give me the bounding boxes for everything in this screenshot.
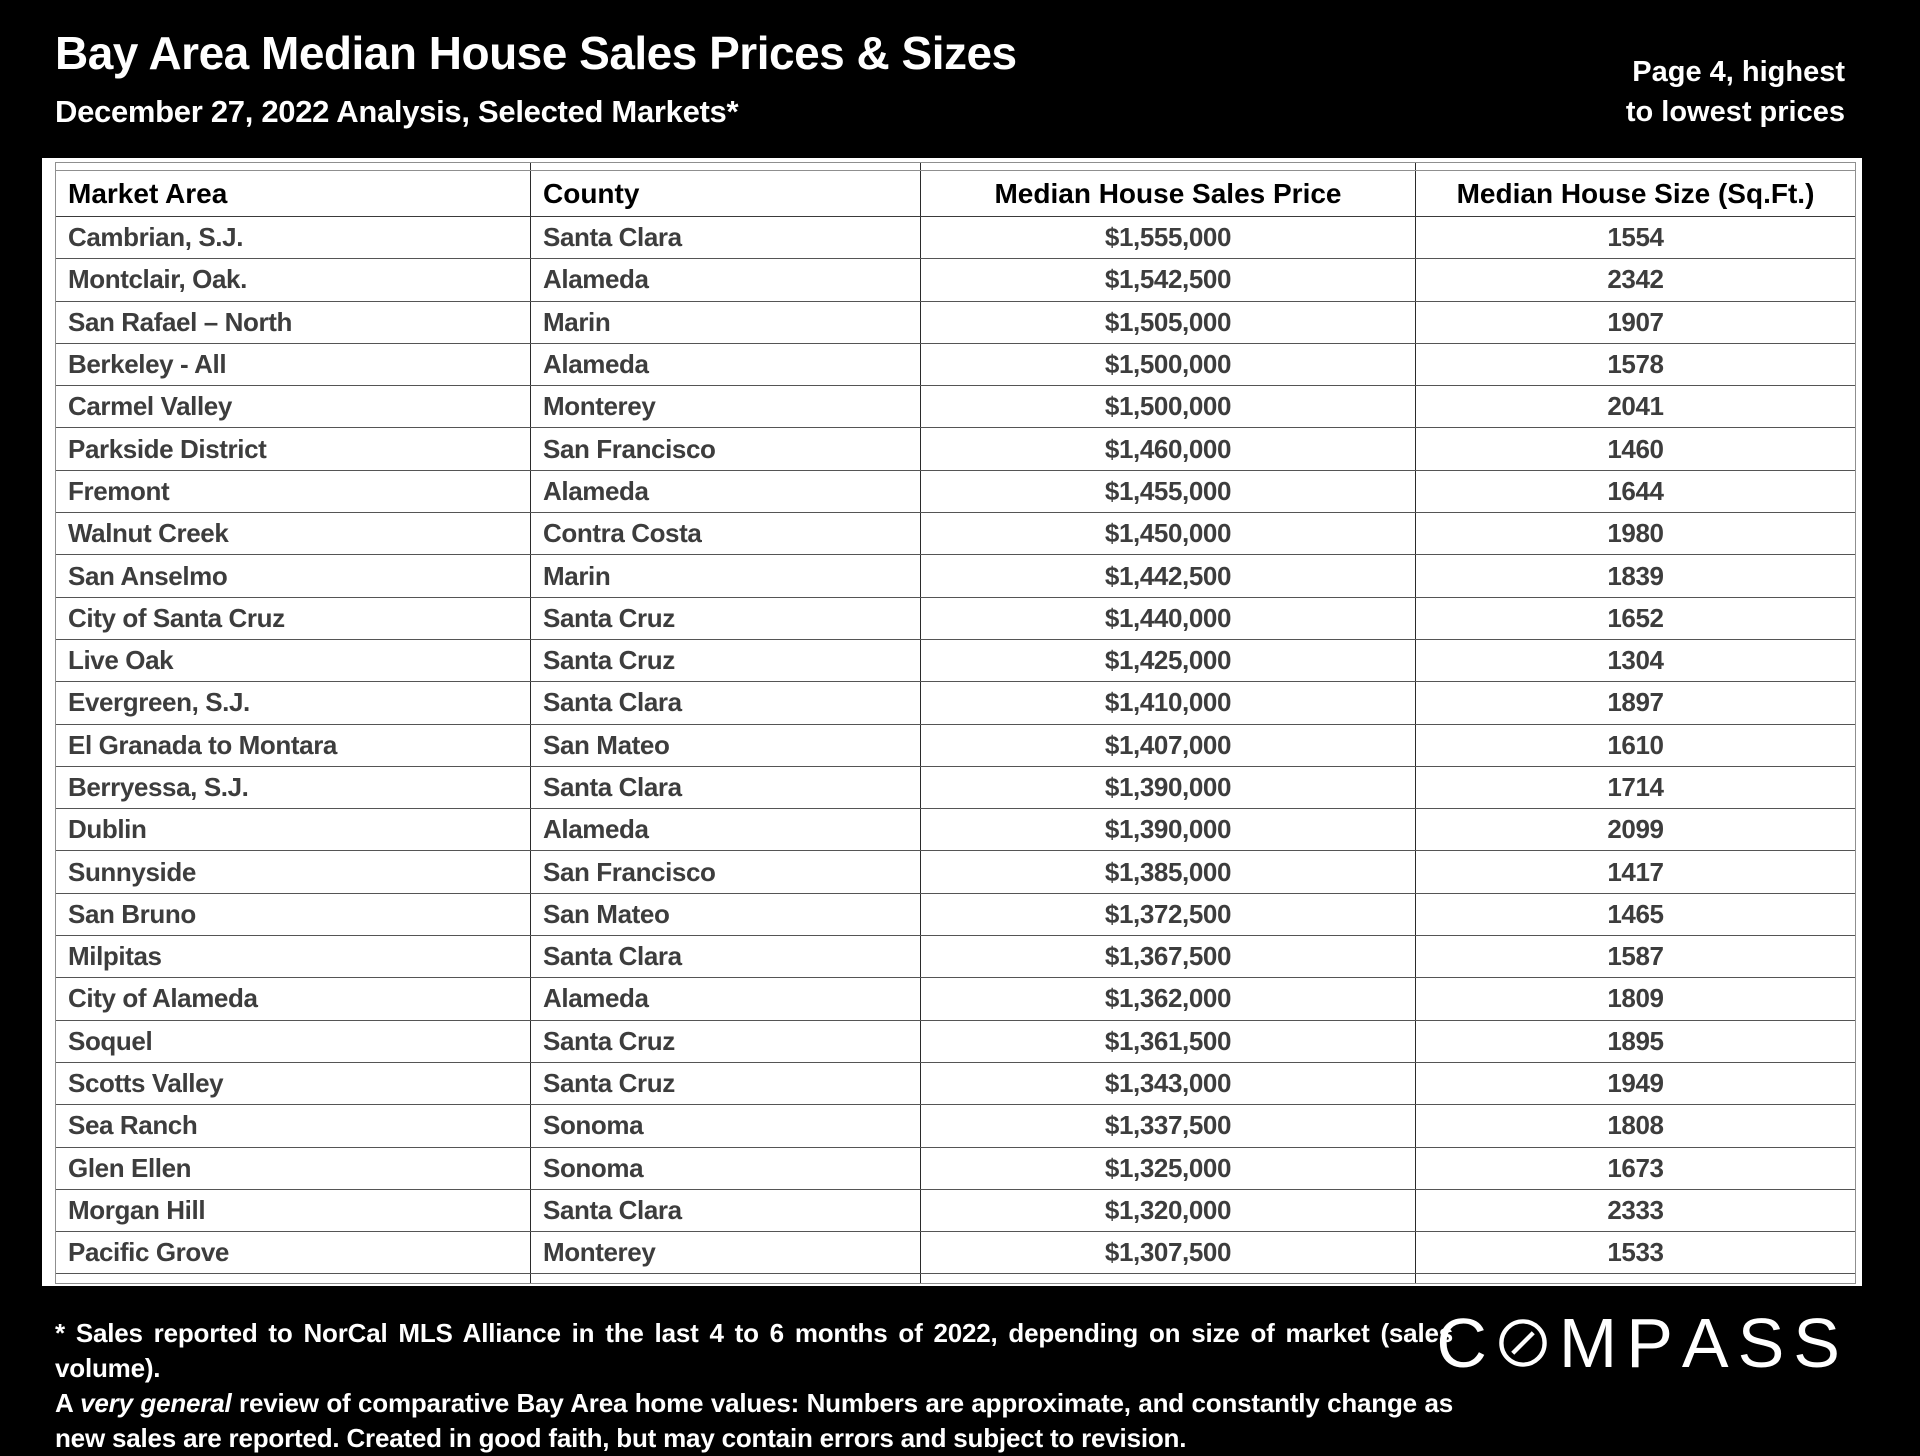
cell-size: 1809 — [1607, 983, 1664, 1014]
cell-price: $1,425,000 — [921, 640, 1416, 681]
cell-size: 1949 — [1607, 1068, 1664, 1099]
table-header-row — [56, 171, 1855, 217]
cell-county: Alameda — [531, 344, 921, 385]
cell-price: $1,343,000 — [921, 1063, 1416, 1104]
cell-size: 1465 — [1607, 898, 1664, 929]
cell-price: $1,372,500 — [921, 894, 1416, 935]
table-row — [56, 851, 1855, 893]
cell-county: Marin — [531, 555, 921, 596]
cell-price: $1,362,000 — [921, 978, 1416, 1019]
column-header-market-area: Market Area — [56, 171, 531, 216]
logo-letter: M — [1558, 1304, 1618, 1382]
cell-size: 1980 — [1607, 518, 1664, 549]
cell-county: San Mateo — [531, 894, 921, 935]
cell-size: 1714 — [1607, 772, 1664, 802]
logo-letter: S — [1793, 1304, 1840, 1382]
table-row — [56, 1021, 1855, 1063]
cell-market: Fremont — [56, 471, 531, 512]
cell-county: Monterey — [531, 386, 921, 427]
cell-size: 1897 — [1607, 687, 1664, 718]
table-row — [56, 1063, 1855, 1105]
page-title: Bay Area Median House Sales Prices & Sizes — [55, 27, 1017, 79]
cell-market: Parkside District — [56, 428, 531, 469]
table-row — [56, 1232, 1855, 1274]
compass-logo — [1436, 1304, 1840, 1382]
cell-county: Monterey — [531, 1232, 921, 1273]
cell-county: Alameda — [531, 809, 921, 850]
cell-price: $1,460,000 — [921, 428, 1416, 469]
table-row — [56, 1190, 1855, 1232]
cell-size: 1808 — [1607, 1110, 1664, 1141]
table-row — [56, 513, 1855, 555]
column-header-median-size: Median House Size (Sq.Ft.) — [1456, 177, 1815, 209]
cell-price: $1,367,500 — [921, 936, 1416, 977]
table-row — [56, 640, 1855, 682]
footnote — [55, 1316, 1453, 1456]
cell-county: San Francisco — [531, 851, 921, 892]
cell-county: Santa Clara — [531, 1190, 921, 1231]
cell-price: $1,337,500 — [921, 1105, 1416, 1146]
cell-county: Sonoma — [531, 1105, 921, 1146]
cell-size: 1673 — [1607, 1152, 1664, 1183]
footnote-line-1: * Sales reported to NorCal MLS Alliance in the last 4 to 6 months of 2022, depending on size of market (sales volume). — [55, 1318, 1453, 1383]
footnote-line-3: new sales are reported. Created in good faith, but may contain errors and subject to revision. — [55, 1423, 1187, 1453]
cell-county: Santa Clara — [531, 936, 921, 977]
table-row — [56, 598, 1855, 640]
page-number-note — [1626, 52, 1845, 132]
cell-county: Santa Cruz — [531, 598, 921, 639]
cell-size: 1578 — [1607, 349, 1664, 380]
cell-market: Berryessa, S.J. — [56, 767, 531, 808]
table-top-sliver-row — [56, 163, 1855, 171]
cell-county: Alameda — [531, 471, 921, 512]
cell-market: Evergreen, S.J. — [56, 682, 531, 723]
page-note-line-1: Page 4, highest — [1632, 56, 1845, 88]
cell-size: 2342 — [1607, 264, 1664, 295]
cell-market: Glen Ellen — [56, 1148, 531, 1189]
cell-price: $1,361,500 — [921, 1021, 1416, 1062]
cell-county: Santa Cruz — [531, 640, 921, 681]
cell-market: City of Santa Cruz — [56, 598, 531, 639]
cell-market: El Granada to Montara — [56, 725, 531, 766]
table-row — [56, 894, 1855, 936]
logo-letter: C — [1436, 1304, 1487, 1382]
footnote-italic-phrase: very general — [80, 1388, 232, 1418]
cell-size: 1652 — [1607, 602, 1664, 633]
cell-county: Santa Clara — [531, 767, 921, 808]
cell-market: San Anselmo — [56, 555, 531, 596]
cell-market: Morgan Hill — [56, 1190, 531, 1231]
cell-county: Marin — [531, 302, 921, 343]
cell-price: $1,500,000 — [921, 386, 1416, 427]
cell-price: $1,407,000 — [921, 725, 1416, 766]
table-row — [56, 259, 1855, 301]
table-row — [56, 682, 1855, 724]
cell-price: $1,500,000 — [921, 344, 1416, 385]
logo-letter: S — [1737, 1304, 1785, 1382]
cell-size: 1587 — [1607, 941, 1664, 972]
table-row — [56, 428, 1855, 470]
cell-price: $1,542,500 — [921, 259, 1416, 300]
page-note-line-2: to lowest prices — [1625, 96, 1845, 128]
cell-market: Carmel Valley — [56, 386, 531, 427]
cell-market: Berkeley - All — [56, 344, 531, 385]
cell-county: Santa Cruz — [531, 1063, 921, 1104]
cell-market: Walnut Creek — [56, 513, 531, 554]
cell-size: 1304 — [1607, 645, 1664, 676]
table-row — [56, 1105, 1855, 1147]
cell-size: 1907 — [1607, 306, 1664, 337]
cell-size: 1644 — [1607, 475, 1664, 506]
cell-price: $1,450,000 — [921, 513, 1416, 554]
cell-price: $1,325,000 — [921, 1148, 1416, 1189]
cell-market: Sea Ranch — [56, 1105, 531, 1146]
cell-county: Alameda — [531, 259, 921, 300]
cell-county: Santa Clara — [531, 682, 921, 723]
cell-county: San Mateo — [531, 725, 921, 766]
cell-market: Pacific Grove — [56, 1232, 531, 1273]
cell-market: Dublin — [56, 809, 531, 850]
table-bottom-sliver-row — [56, 1274, 1855, 1283]
cell-price: $1,505,000 — [921, 302, 1416, 343]
cell-price: $1,307,500 — [921, 1232, 1416, 1273]
cell-size: 1417 — [1607, 856, 1664, 887]
cell-price: $1,385,000 — [921, 851, 1416, 892]
compass-o-icon — [1496, 1316, 1550, 1370]
table-row — [56, 217, 1855, 259]
column-header-county: County — [531, 171, 921, 216]
logo-letter: P — [1626, 1304, 1673, 1382]
cell-size: 2099 — [1607, 814, 1664, 845]
table-row — [56, 344, 1855, 386]
table-row — [56, 936, 1855, 978]
table-row — [56, 1148, 1855, 1190]
cell-size: 1533 — [1607, 1237, 1664, 1268]
cell-market: Sunnyside — [56, 851, 531, 892]
sales-table — [42, 158, 1862, 1286]
cell-price: $1,440,000 — [921, 598, 1416, 639]
cell-market: Soquel — [56, 1021, 531, 1062]
cell-size: 2041 — [1607, 391, 1664, 422]
cell-market: Scotts Valley — [56, 1063, 531, 1104]
cell-county: Sonoma — [531, 1148, 921, 1189]
cell-county: San Francisco — [531, 428, 921, 469]
cell-price: $1,320,000 — [921, 1190, 1416, 1231]
cell-size: 1895 — [1607, 1025, 1664, 1056]
cell-size: 1460 — [1607, 433, 1664, 464]
cell-county: Santa Cruz — [531, 1021, 921, 1062]
cell-price: $1,442,500 — [921, 555, 1416, 596]
cell-price: $1,390,000 — [921, 767, 1416, 808]
page-subtitle: December 27, 2022 Analysis, Selected Markets* — [55, 94, 739, 129]
logo-letter: A — [1681, 1304, 1729, 1382]
table-row — [56, 809, 1855, 851]
table-row — [56, 725, 1855, 767]
column-header-median-price: Median House Sales Price — [921, 171, 1416, 216]
cell-size: 1610 — [1607, 729, 1664, 760]
table-row — [56, 386, 1855, 428]
cell-market: City of Alameda — [56, 978, 531, 1019]
table-row — [56, 978, 1855, 1020]
table-row — [56, 555, 1855, 597]
cell-market: Montclair, Oak. — [56, 259, 531, 300]
cell-price: $1,455,000 — [921, 471, 1416, 512]
cell-county: Contra Costa — [531, 513, 921, 554]
cell-market: Live Oak — [56, 640, 531, 681]
footnote-line-2: A very general review of comparative Bay Area home values: Numbers are approximate, and constantly change as — [55, 1388, 1453, 1418]
cell-price: $1,410,000 — [921, 682, 1416, 723]
cell-size: 1554 — [1607, 222, 1664, 253]
cell-price: $1,390,000 — [921, 809, 1416, 850]
cell-market: San Bruno — [56, 894, 531, 935]
table-body — [56, 217, 1855, 1274]
table-row — [56, 302, 1855, 344]
cell-size: 1839 — [1607, 560, 1664, 591]
cell-price: $1,555,000 — [921, 217, 1416, 258]
table-row — [56, 471, 1855, 513]
table-row — [56, 767, 1855, 809]
cell-county: Alameda — [531, 978, 921, 1019]
cell-size: 2333 — [1607, 1194, 1664, 1225]
cell-market: San Rafael – North — [56, 302, 531, 343]
cell-market: Cambrian, S.J. — [56, 217, 531, 258]
cell-county: Santa Clara — [531, 217, 921, 258]
sales-table-grid — [55, 162, 1856, 1284]
cell-market: Milpitas — [56, 936, 531, 977]
